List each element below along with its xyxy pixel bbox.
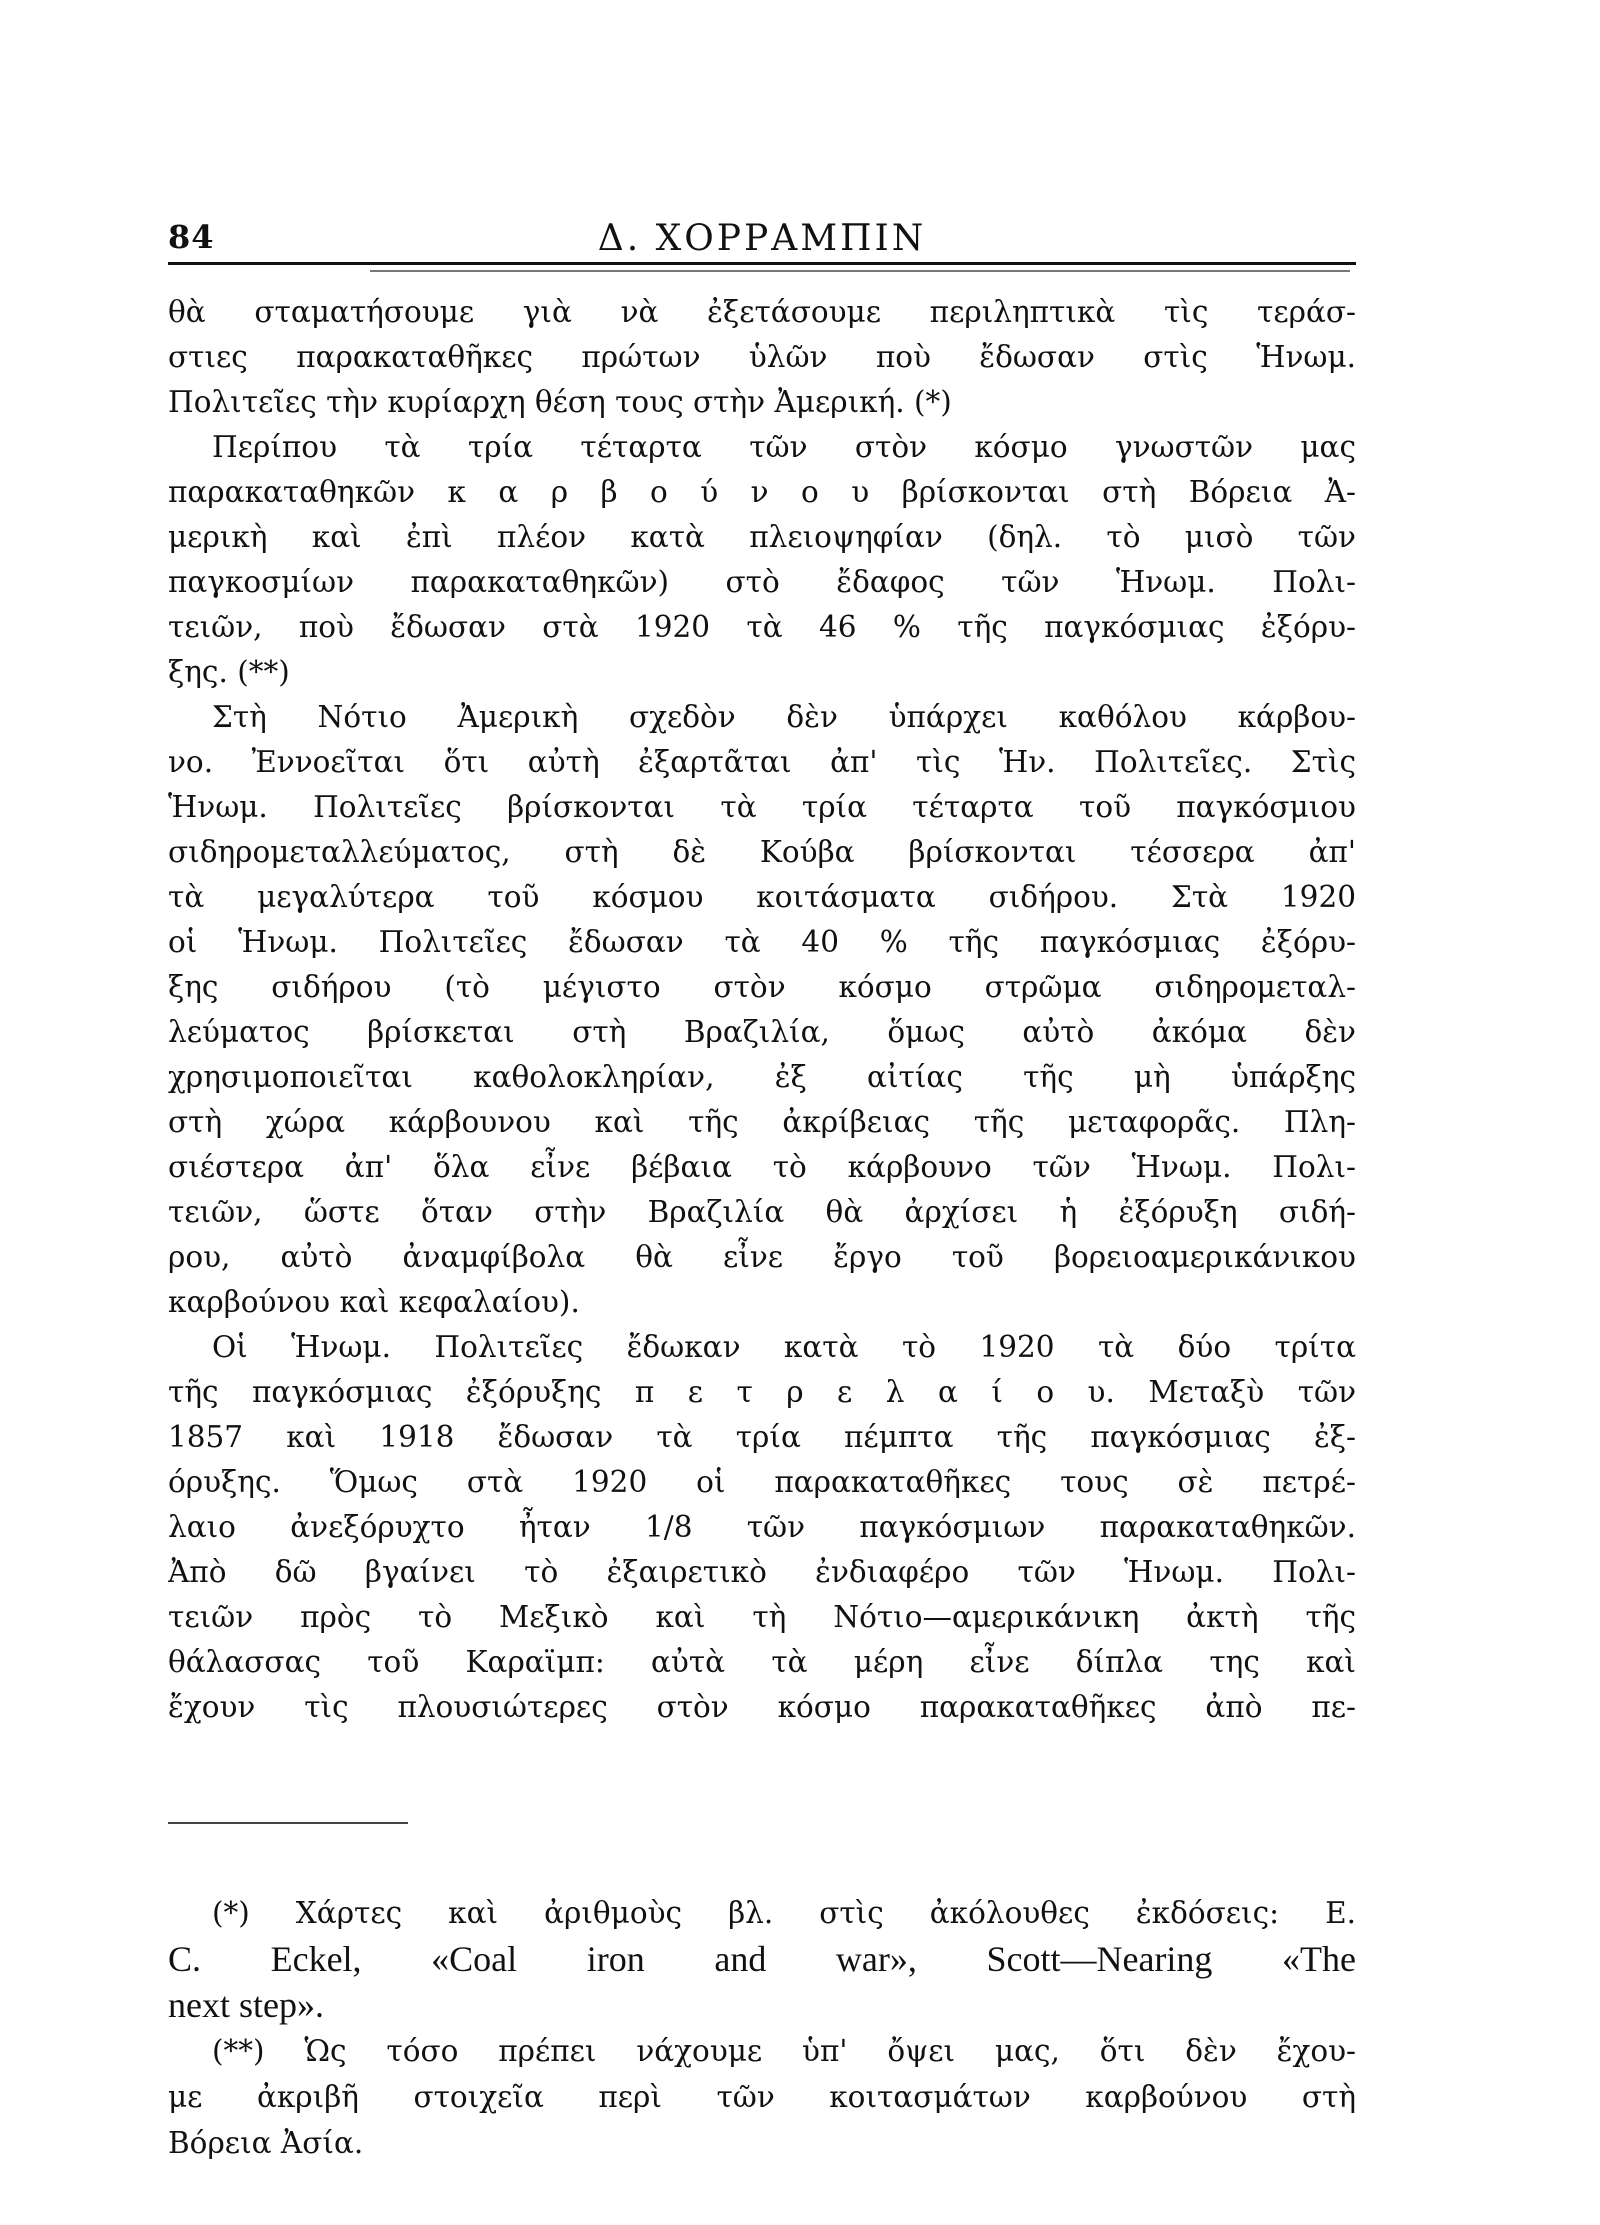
text-line: στὴ χώρα κάρβουνου καὶ τῆς ἀκρίβειας τῆς μεταφορᾶς. Πλη-	[168, 1105, 1356, 1139]
header-rule-secondary	[370, 270, 1350, 272]
text-line: θὰ σταματήσουμε γιὰ νὰ ἐξετάσουμε περιληπτικὰ τὶς τεράσ-	[168, 295, 1356, 329]
text-line: Οἱ Ἡνωμ. Πολιτεῖες ἔδωκαν κατὰ τὸ 1920 τὰ δύο τρίτα	[212, 1330, 1356, 1364]
footnotes	[168, 1890, 1356, 2166]
text-line: σιέστερα ἀπ' ὅλα εἶνε βέβαια τὸ κάρβουνο τῶν Ἡνωμ. Πολι-	[168, 1150, 1356, 1184]
running-head: Δ. ΧΟΡΡΑΜΠΙΝ	[597, 218, 927, 259]
body-text	[168, 290, 1356, 1730]
text-line: θάλασσας τοῦ Καραϊμπ: αὐτὰ τὰ μέρη εἶνε δίπλα της καὶ	[168, 1645, 1356, 1679]
text-line: ρου, αὐτὸ ἀναμφίβολα θὰ εἶνε ἔργο τοῦ βορειοαμερικάνικου	[168, 1240, 1356, 1274]
text-line: οἱ Ἡνωμ. Πολιτεῖες ἔδωσαν τὰ 40 % τῆς παγκόσμιας ἐξόρυ-	[168, 925, 1356, 959]
header-rule	[168, 262, 1356, 265]
text-line: όρυξης. Ὅμως στὰ 1920 οἱ παρακαταθῆκες τους σὲ πετρέ-	[168, 1465, 1356, 1499]
text-line: Ἀπὸ δῶ βγαίνει τὸ ἐξαιρετικὸ ἐνδιαφέρο τῶν Ἡνωμ. Πολι-	[168, 1555, 1356, 1589]
text-line: τειῶν πρὸς τὸ Μεξικὸ καὶ τὴ Νότιο—αμερικάνικη ἀκτὴ τῆς	[168, 1600, 1356, 1634]
text-line: Περίπου τὰ τρία τέταρτα τῶν στὸν κόσμο γνωστῶν μας	[212, 430, 1356, 464]
text-line: ξης σιδήρου (τὸ μέγιστο στὸν κόσμο στρῶμα σιδηρομεταλ-	[168, 970, 1356, 1004]
text-line: καρβούνου καὶ κεφαλαίου).	[168, 1285, 580, 1319]
text-line: τειῶν, ὥστε ὅταν στὴν Βραζιλία θὰ ἀρχίσει ἡ ἐξόρυξη σιδή-	[168, 1195, 1356, 1229]
text-line: μερικὴ καὶ ἐπὶ πλέον κατὰ πλειοψηφίαν (δηλ. τὸ μισὸ τῶν	[168, 520, 1356, 554]
text-line: Ἡνωμ. Πολιτεῖες βρίσκονται τὰ τρία τέταρτα τοῦ παγκόσμιου	[168, 790, 1356, 824]
text-line: Στὴ Νότιο Ἀμερικὴ σχεδὸν δὲν ὑπάρχει καθόλου κάρβου-	[212, 700, 1356, 734]
footnote-line: (**) Ὡς τόσο πρέπει νάχουμε ὑπ' ὄψει μας, ὅτι δὲν ἔχου-	[212, 2034, 1356, 2068]
text-line: λαιο ἀνεξόρυχτο ἦταν 1/8 τῶν παγκόσμιων παρακαταθηκῶν.	[168, 1510, 1356, 1544]
text-line: λεύματος βρίσκεται στὴ Βραζιλία, ὅμως αὐτὸ ἀκόμα δὲν	[168, 1015, 1356, 1049]
text-line: ἔχουν τὶς πλουσιώτερες στὸν κόσμο παρακαταθῆκες ἀπὸ πε-	[168, 1690, 1356, 1724]
text-line: στιες παρακαταθῆκες πρώτων ὑλῶν ποὺ ἔδωσαν στὶς Ἡνωμ.	[168, 340, 1356, 374]
text-line: 1857 καὶ 1918 ἔδωσαν τὰ τρία πέμπτα τῆς παγκόσμιας ἐξ-	[168, 1420, 1356, 1454]
text-line: Πολιτεῖες τὴν κυρίαρχη θέση τους στὴν Ἀμερική. (*)	[168, 385, 952, 419]
text-line: ξης. (**)	[168, 655, 290, 689]
footnote-line: Βόρεια Ἀσία.	[168, 2126, 364, 2160]
footnote-line: next step».	[168, 1985, 324, 2025]
page-number: 84	[168, 218, 215, 256]
footnote-line: (*) Χάρτες καὶ ἀριθμοὺς βλ. στὶς ἀκόλουθες ἐκδόσεις: E.	[212, 1896, 1356, 1930]
text-line: παρακαταθηκῶν κ α ρ β ο ύ ν ο υ βρίσκονται στὴ Βόρεια Ἀ-	[168, 475, 1356, 509]
footnote-line: C. Eckel, «Coal iron and war», Scott—Nearing «The	[168, 1939, 1356, 1979]
text-line: χρησιμοποιεῖται καθολοκληρίαν, ἐξ αἰτίας τῆς μὴ ὑπάρξης	[168, 1060, 1356, 1094]
page-header	[168, 218, 1356, 268]
text-line: νο. Ἐννοεῖται ὅτι αὐτὴ ἐξαρτᾶται ἀπ' τὶς Ἡν. Πολιτεῖες. Στὶς	[168, 745, 1356, 779]
text-line: σιδηρομεταλλεύματος, στὴ δὲ Κούβα βρίσκονται τέσσερα ἀπ'	[168, 835, 1356, 869]
text-line: τῆς παγκόσμιας ἐξόρυξης π ε τ ρ ε λ α ί ο υ. Μεταξὺ τῶν	[168, 1375, 1356, 1409]
text-line: τὰ μεγαλύτερα τοῦ κόσμου κοιτάσματα σιδήρου. Στὰ 1920	[168, 880, 1356, 914]
footnote-rule	[168, 1822, 408, 1824]
text-line: παγκοσμίων παρακαταθηκῶν) στὸ ἔδαφος τῶν Ἡνωμ. Πολι-	[168, 565, 1356, 599]
footnote-line: με ἀκριβῆ στοιχεῖα περὶ τῶν κοιτασμάτων καρβούνου στὴ	[168, 2080, 1356, 2114]
text-line: τειῶν, ποὺ ἔδωσαν στὰ 1920 τὰ 46 % τῆς παγκόσμιας ἐξόρυ-	[168, 610, 1356, 644]
